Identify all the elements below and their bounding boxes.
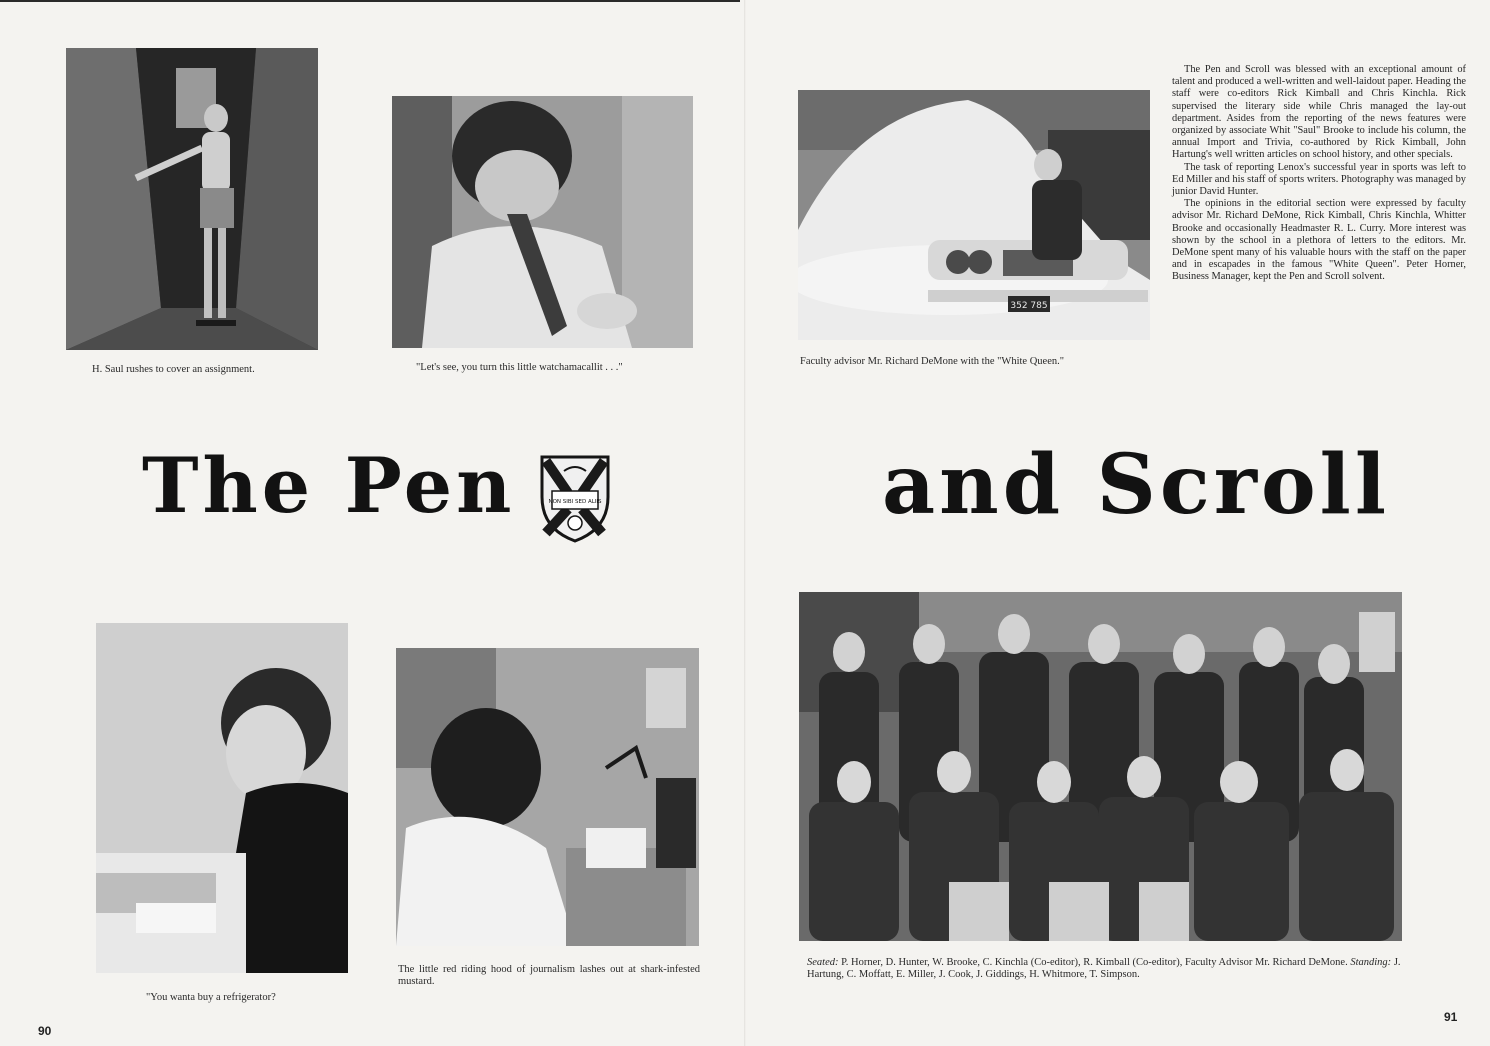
photo-white-queen-car xyxy=(798,90,1150,340)
caption-standing-names: J. Hartung, C. Moffatt, E. Miller, J. Cook, J. Giddings, H. Whitmore, T. Simpson. xyxy=(807,957,1401,980)
article-paragraph: The opinions in the editorial section were expressed by faculty advisor Mr. Richard DeMone, Rick Kimball, Chris Kinchla, Whitter Brooke and occasionally Headmaster R. L. Curry. More interest was shown by the school in a plethora of letters to the editors. Mr. DeMone spent many of his valuable hours with the staff on the paper and in escapades in the famous "White Queen". Peter Horner, Business Manager, kept the Pen and Scroll solvent. xyxy=(1172,198,1466,283)
caption-seated-label: Seated: xyxy=(807,957,839,968)
caption-staff-group xyxy=(807,957,1409,981)
school-crest-icon xyxy=(538,453,612,543)
caption-skateboard: H. Saul rushes to cover an assignment. xyxy=(92,364,255,375)
photo-watchamacallit xyxy=(392,96,693,348)
page-gutter xyxy=(744,0,746,1046)
photo-staff-group xyxy=(799,592,1402,941)
photo-red-riding-hood xyxy=(396,648,699,946)
top-rule xyxy=(0,0,740,2)
article-body xyxy=(1172,64,1466,284)
article-paragraph: The task of reporting Lenox's successful year in sports was left to Ed Miller and his staff of sports writers. Photography was managed by junior David Hunter. xyxy=(1172,161,1466,198)
article-paragraph: The Pen and Scroll was blessed with an exceptional amount of talent and produced a well-written and well-laidout paper. Heading the staff were co-editors Rick Kimball and Chris Kinchla. Rick supervised the literary side while Chris managed the lay-out department. Asides from the reporting of the news features were organized by associate Whit "Saul" Brooke to include his column, the annual Import and Trivia, co-authored by Rick Kimball, John Hartung's well written articles on school history, and other specials. xyxy=(1172,64,1466,161)
photo-refrigerator xyxy=(96,623,348,973)
caption-seated-names: P. Horner, D. Hunter, W. Brooke, C. Kinchla (Co-editor), R. Kimball (Co-editor), Faculty Advisor Mr. Richard DeMone. xyxy=(841,957,1348,968)
caption-refrigerator: "You wanta buy a refrigerator? xyxy=(146,992,276,1003)
page-number-left: 90 xyxy=(38,1024,52,1038)
caption-standing-label: Standing: xyxy=(1350,957,1392,968)
car-license-plate: 352 785 xyxy=(1010,301,1048,311)
caption-watchamacallit: "Let's see, you turn this little watchamacallit . . ." xyxy=(416,362,623,373)
caption-white-queen: Faculty advisor Mr. Richard DeMone with the "White Queen." xyxy=(800,356,1065,367)
headline-left: The Pen xyxy=(142,441,516,530)
page-number-right: 91 xyxy=(1444,1010,1458,1024)
crest-motto: NON SIBI SED ALIIS xyxy=(548,499,602,505)
headline-right: and Scroll xyxy=(882,437,1390,533)
caption-red-riding-hood: The little red riding hood of journalism lashes out at shark-infested mustard. xyxy=(398,964,700,987)
photo-hallway-skateboard xyxy=(66,48,318,350)
